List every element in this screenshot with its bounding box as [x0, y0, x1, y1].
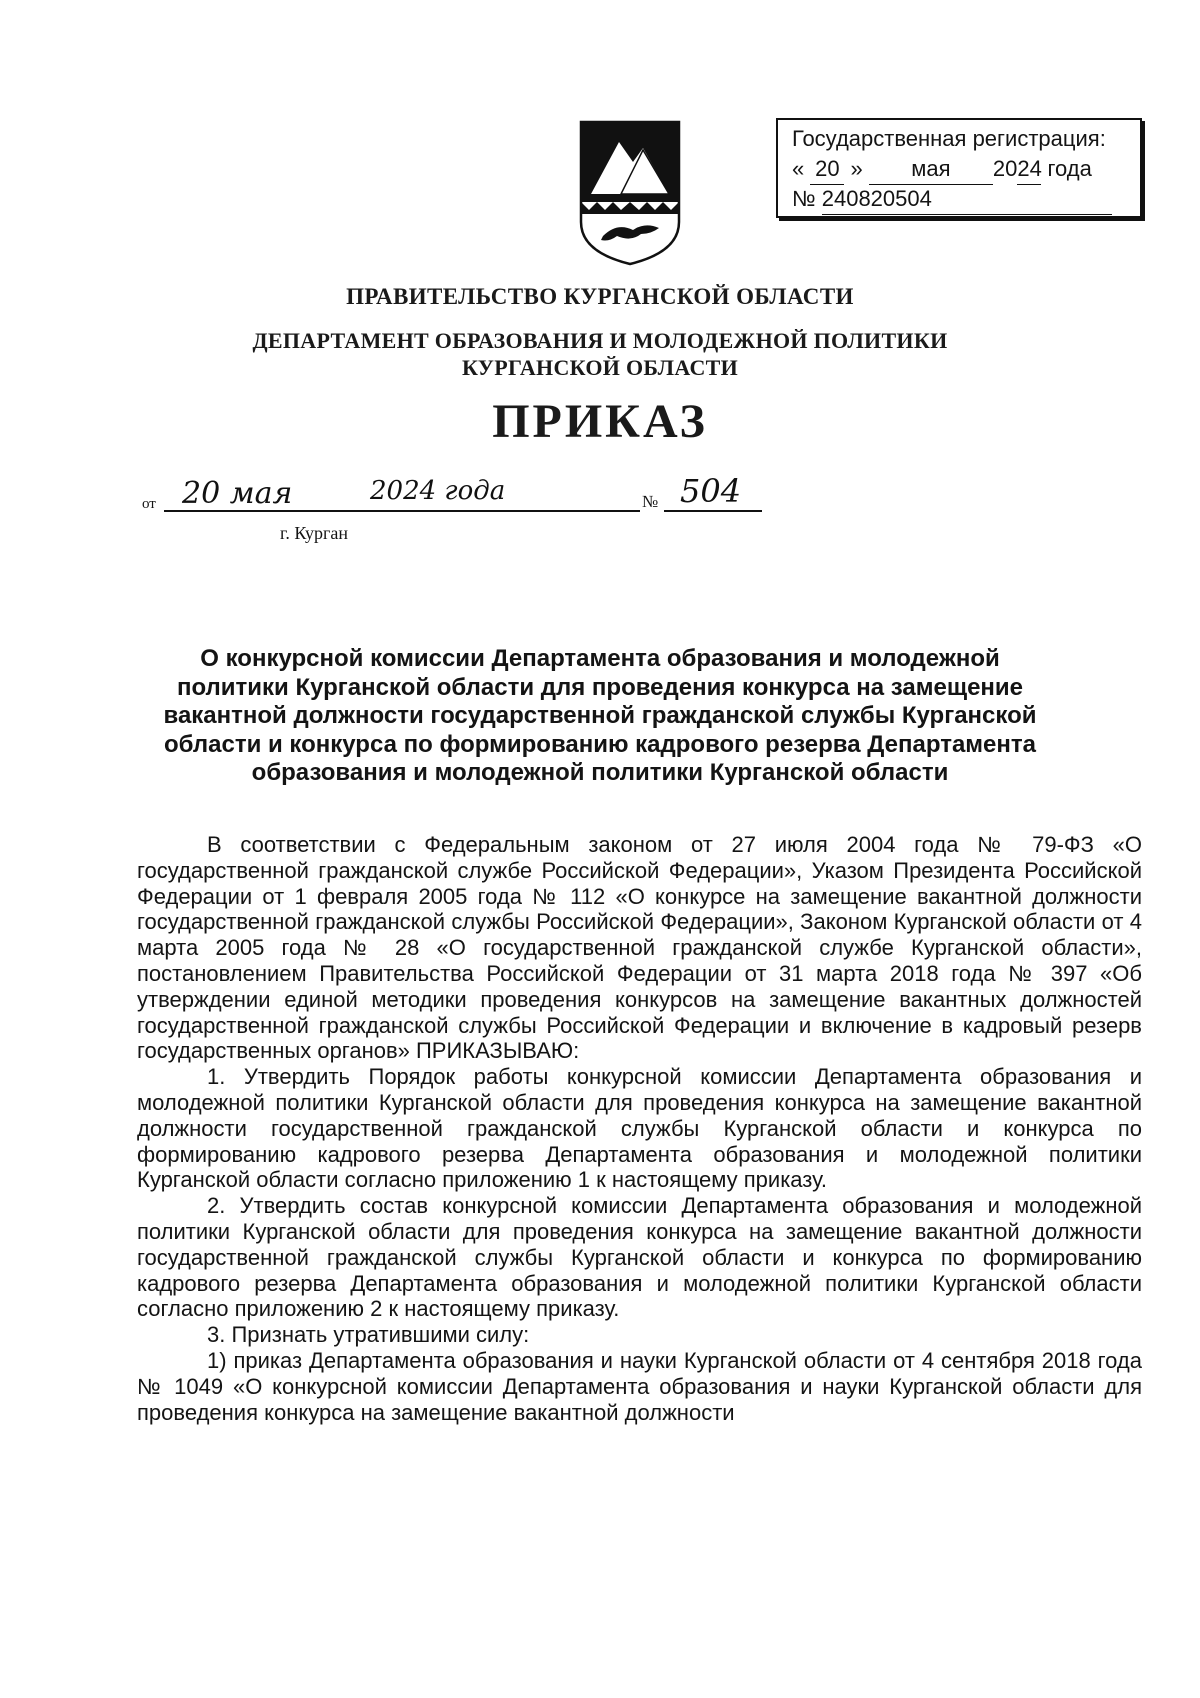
order-number-label: № — [642, 492, 659, 511]
registration-number-prefix: № — [792, 186, 816, 211]
clause-2-paragraph: 2. Утвердить состав конкурсной комиссии Департамента образования и молодежной политики Курганской области для проведения конкурса на замещение вакантной должности государственной гражданской службы Курганской области и конкурса по формированию кадрового резерва Департамента образования и молодежной политики Курганской области согласно приложению 2 к настоящему приказу. — [137, 1193, 1142, 1322]
order-date-handwritten-year: 2024 года — [370, 476, 506, 506]
clause-3-paragraph: 3. Признать утратившими силу: — [207, 1322, 530, 1348]
department-heading-line2: КУРГАНСКОЙ ОБЛАСТИ — [461, 355, 739, 380]
order-subject-heading: О конкурсной комиссии Департамента образования и молодежной политики Курганской области для проведения конкурса на замещение вакантной должности государственной гражданской службы Курганской области и конкурса по формированию кадрового резерва Департамента образования и молодежной политики Курганской области — [163, 645, 1037, 786]
registration-stamp — [776, 118, 1142, 218]
registration-day-close: » — [850, 156, 863, 181]
order-city: г. Курган — [280, 523, 349, 543]
registration-date — [792, 154, 1128, 184]
order-body — [137, 832, 1142, 1425]
order-date-line — [142, 472, 742, 518]
coat-of-arms-emblem — [577, 118, 683, 266]
registration-year-prefix: 20 — [992, 156, 1018, 181]
clause-3-item-1-paragraph: 1) приказ Департамента образования и науки Курганской области от 4 сентября 2018 года № 1049 «О конкурсной комиссии Департамента образования и науки Курганской области для проведения конкурса на замещение вакантной должности — [137, 1347, 1142, 1425]
clause-1-paragraph: 1. Утвердить Порядок работы конкурсной комиссии Департамента образования и молодежной политики Курганской области для проведения конкурса на замещение вакантной должности государственной гражданской службы Курганской области и конкурса по формированию кадрового резерва Департамента образования и молодежной политики Курганской области согласно приложению 1 к настоящему приказу. — [137, 1064, 1142, 1193]
order-date-handwritten-day: 20 мая — [182, 476, 293, 511]
government-heading: ПРАВИТЕЛЬСТВО КУРГАНСКОЙ ОБЛАСТИ — [346, 284, 854, 309]
registration-number: 240820504 — [822, 184, 1112, 215]
document-type-title: ПРИКАЗ — [492, 395, 708, 448]
order-number-handwritten: 504 — [680, 472, 742, 510]
registration-year-word: года — [1047, 156, 1092, 181]
registration-year-suffix: 24 — [1017, 154, 1041, 185]
registration-month: мая — [869, 154, 993, 185]
department-heading-line1: ДЕПАРТАМЕНТ ОБРАЗОВАНИЯ И МОЛОДЕЖНОЙ ПОЛИТИКИ — [252, 328, 948, 353]
registration-heading: Государственная регистрация: — [792, 126, 1106, 151]
registration-day: 20 — [810, 154, 844, 185]
preamble-paragraph: В соответствии с Федеральным законом от 27 июля 2004 года № 79-ФЗ «О государственной гражданской службе Российской Федерации», Указом Президента Российской Федерации от 1 февраля 2005 года № 112 «О конкурсе на замещение вакантной должности государственной гражданской службы Российской Федерации», Законом Курганской области от 4 марта 2005 года № 28 «О государственной гражданской службе Курганской области», постановлением Правительства Российской Федерации от 31 марта 2018 года № 397 «Об утверждении единой методики проведения конкурсов на замещение вакантных должностей государственной гражданской службы Российской Федерации и включение в кадровый резерв государственных органов» ПРИКАЗЫВАЮ: — [137, 832, 1142, 1064]
registration-day-open: « — [792, 156, 805, 181]
order-from-label: от — [142, 496, 156, 512]
number-underline — [664, 510, 762, 512]
department-heading — [0, 327, 1200, 381]
registration-number-line — [792, 184, 1128, 214]
